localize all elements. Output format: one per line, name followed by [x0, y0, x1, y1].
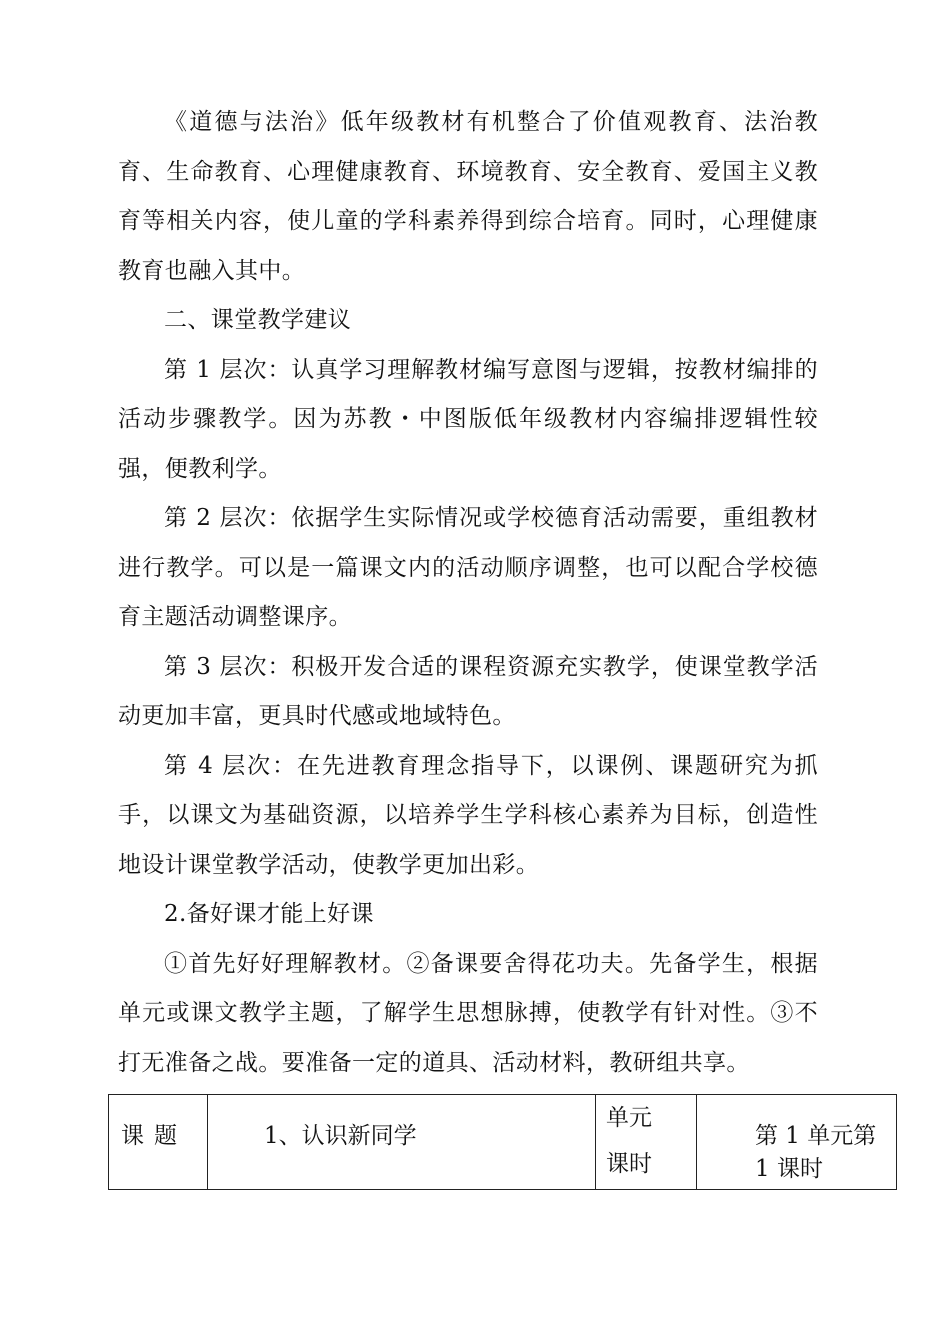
paragraph-level-4: 第 4 层次：在先进教育理念指导下，以课例、课题研究为抓手，以课文为基础资源，以培养学生学科核心素养为目标，创造性地设计课堂教学活动，使教学更加出彩。 [118, 752, 818, 878]
topic-label-cell: 课题 [109, 1095, 208, 1190]
unit-label-line-2: 课时 [606, 1151, 652, 1177]
lesson-info-table [108, 1094, 897, 1190]
unit-label-line-1: 单元 [606, 1105, 652, 1131]
topic-value-cell: 1、认识新同学 [208, 1095, 596, 1190]
paragraph-intro: 《道德与法治》低年级教材有机整合了价值观教育、法治教育、生命教育、心理健康教育、环境教育、安全教育、爱国主义教育等相关内容，使儿童的学科素养得到综合培育。同时，心理健康教育也融入其中。 [118, 109, 818, 284]
paragraph-level-3: 第 3 层次：积极开发合适的课程资源充实教学，使课堂教学活动更加丰富，更具时代感或地域特色。 [118, 653, 818, 729]
body-text [118, 98, 818, 1088]
section-heading: 二、课堂教学建议 [164, 307, 352, 333]
subsection-heading: 2.备好课才能上好课 [164, 901, 374, 927]
paragraph-preparation: ①首先好好理解教材。②备课要舍得花功夫。先备学生，根据单元或课文教学主题，了解学生思想脉搏，使教学有针对性。③不打无准备之战。要准备一定的道具、活动材料，教研组共享。 [118, 950, 818, 1076]
paragraph-level-2: 第 2 层次：依据学生实际情况或学校德育活动需要，重组教材进行教学。可以是一篇课文内的活动顺序调整，也可以配合学校德育主题活动调整课序。 [118, 505, 818, 630]
unit-label-cell [596, 1095, 697, 1190]
table-row [109, 1095, 897, 1190]
paragraph-level-1: 第 1 层次：认真学习理解教材编写意图与逻辑，按教材编排的活动步骤教学。因为苏教・中图版低年级教材内容编排逻辑性较强，便教利学。 [118, 356, 818, 482]
unit-value-cell: 第 1 单元第 1 课时 [697, 1095, 897, 1190]
